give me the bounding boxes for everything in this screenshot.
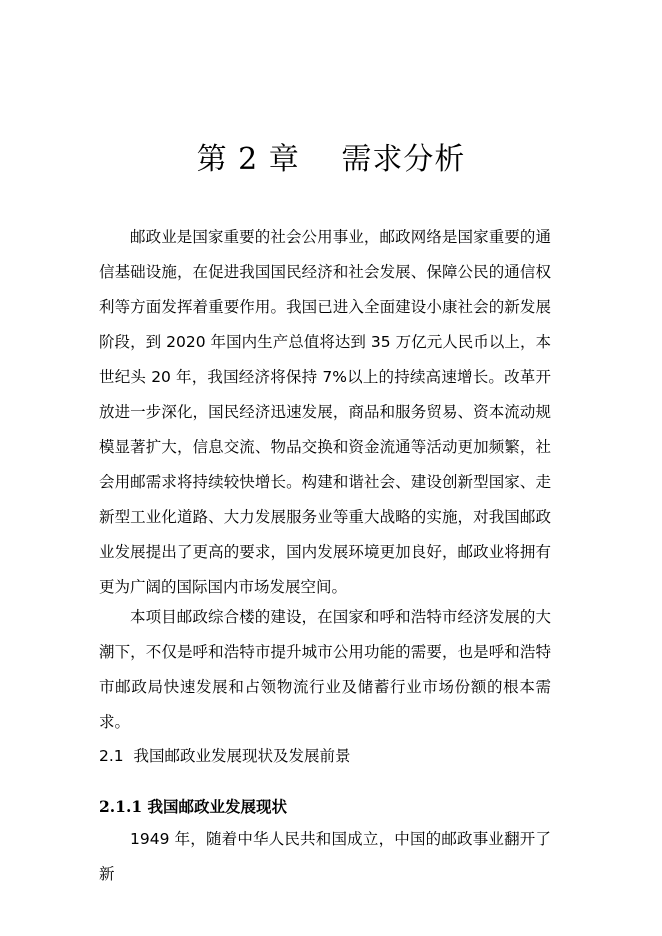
chapter-title: 第 2 章 需求分析: [196, 142, 466, 177]
paragraph-1949-history: 1949 年，随着中华人民共和国成立，中国的邮政事业翻开了新: [99, 830, 551, 883]
section-heading-2-1: 2.1 我国邮政业发展现状及发展前景: [99, 747, 351, 765]
paragraph-postal-industry-overview: 邮政业是国家重要的社会公用事业，邮政网络是国家重要的通信基础设施，在促进我国国民经济和社会发展、保障公民的通信权利等方面发挥着重要作用。我国已进入全面建设小康社会的新发展阶段，到 2020 年国内生产总值将达到 35 万亿元人民币以上，本世纪头 20 年，我国经济将保持 7%以上的持续高速增长。改革开放进一步深化，国民经济迅速发展，商品和服务贸易、资本流动规模显著扩大，信息交流、物品交换和资金流通等活动更加频繁，社会用邮需求将持续较快增长。构建和谐社会、建设创新型国家、走新型工业化道路、大力发展服务业等重大战略的实施，对我国邮政业发展提出了更高的要求，国内发展环境更加良好，邮政业将拥有更为广阔的国际国内市场发展空间。: [99, 228, 551, 596]
paragraph-project-significance: 本项目邮政综合楼的建设，在国家和呼和浩特市经济发展的大潮下，不仅是呼和浩特市提升城市公用功能的需要，也是呼和浩特市邮政局快速发展和占领物流行业及储蓄行业市场份额的根本需求。: [99, 608, 551, 731]
subsection-heading-2-1-1: 2.1.1 我国邮政业发展现状: [99, 797, 288, 816]
